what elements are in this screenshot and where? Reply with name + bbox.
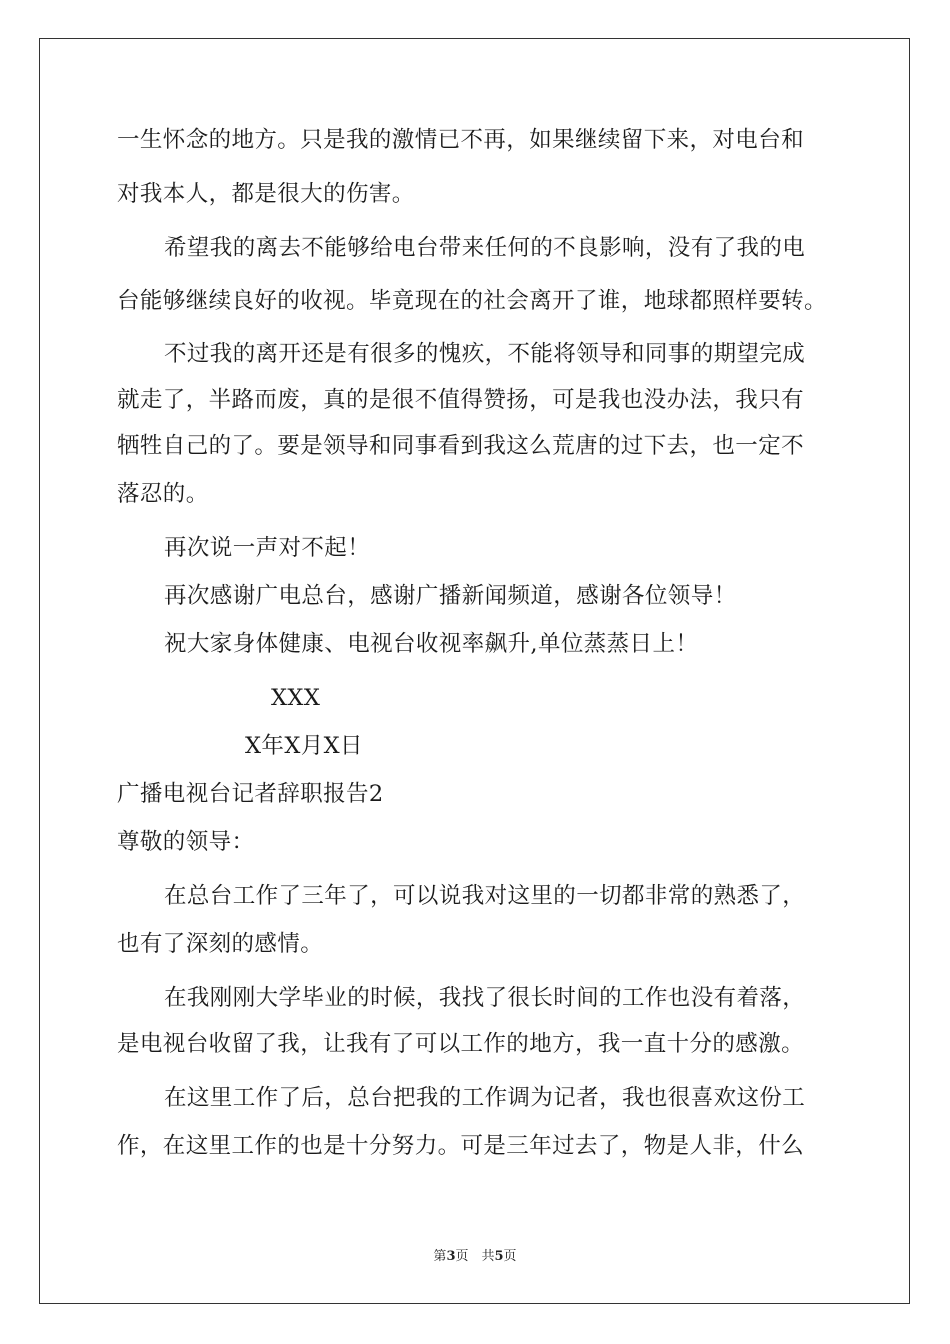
- paragraph-line: 祝大家身体健康、电视台收视率飙升,单位蒸蒸日上！: [164, 631, 699, 657]
- footer-prefix: 第: [433, 1249, 447, 1264]
- paragraph-line: 也有了深刻的感情。: [117, 931, 324, 957]
- paragraph-line: 在这里工作了后，总台把我的工作调为记者，我也很喜欢这份工: [164, 1085, 806, 1111]
- paragraph-line: 就走了，半路而废，真的是很不值得赞扬，可是我也没办法，我只有: [117, 387, 805, 413]
- paragraph-line: 一生怀念的地方。只是我的激情已不再，如果继续留下来，对电台和: [117, 127, 805, 153]
- section-title: 广播电视台记者辞职报告2: [117, 781, 384, 807]
- paragraph-line: 牺牲自己的了。要是领导和同事看到我这么荒唐的过下去，也一定不: [117, 433, 805, 459]
- footer-suffix: 页: [503, 1249, 517, 1264]
- paragraph-line: 是电视台收留了我，让我有了可以工作的地方，我一直十分的感激。: [117, 1031, 805, 1057]
- page-footer: [0, 1245, 950, 1264]
- paragraph-line: 再次感谢广电总台，感谢广播新闻频道，感谢各位领导！: [164, 583, 737, 609]
- salutation: 尊敬的领导：: [117, 829, 255, 855]
- page-border: [39, 38, 910, 1304]
- signature-date: X年X月X日: [245, 733, 363, 759]
- paragraph-line: 对我本人，都是很大的伤害。: [117, 181, 415, 207]
- paragraph-line: 希望我的离去不能够给电台带来任何的不良影响，没有了我的电: [164, 235, 806, 261]
- footer-current-page: 3: [446, 1249, 456, 1264]
- paragraph-line: 再次说一声对不起！: [164, 535, 371, 561]
- paragraph-line: 台能够继续良好的收视。毕竟现在的社会离开了谁，地球都照样要转。: [117, 288, 827, 314]
- footer-mid: 页 共: [455, 1249, 495, 1264]
- paragraph-line: 作，在这里工作的也是十分努力。可是三年过去了，物是人非，什么: [117, 1133, 805, 1159]
- paragraph-line: 在总台工作了三年了，可以说我对这里的一切都非常的熟悉了，: [164, 883, 806, 909]
- footer-total-pages: 5: [494, 1249, 504, 1264]
- signature-name: XXX: [271, 685, 321, 711]
- paragraph-line: 在我刚刚大学毕业的时候，我找了很长时间的工作也没有着落，: [164, 985, 806, 1011]
- paragraph-line: 不过我的离开还是有很多的愧疚，不能将领导和同事的期望完成: [164, 341, 806, 367]
- paragraph-line: 落忍的。: [117, 481, 209, 507]
